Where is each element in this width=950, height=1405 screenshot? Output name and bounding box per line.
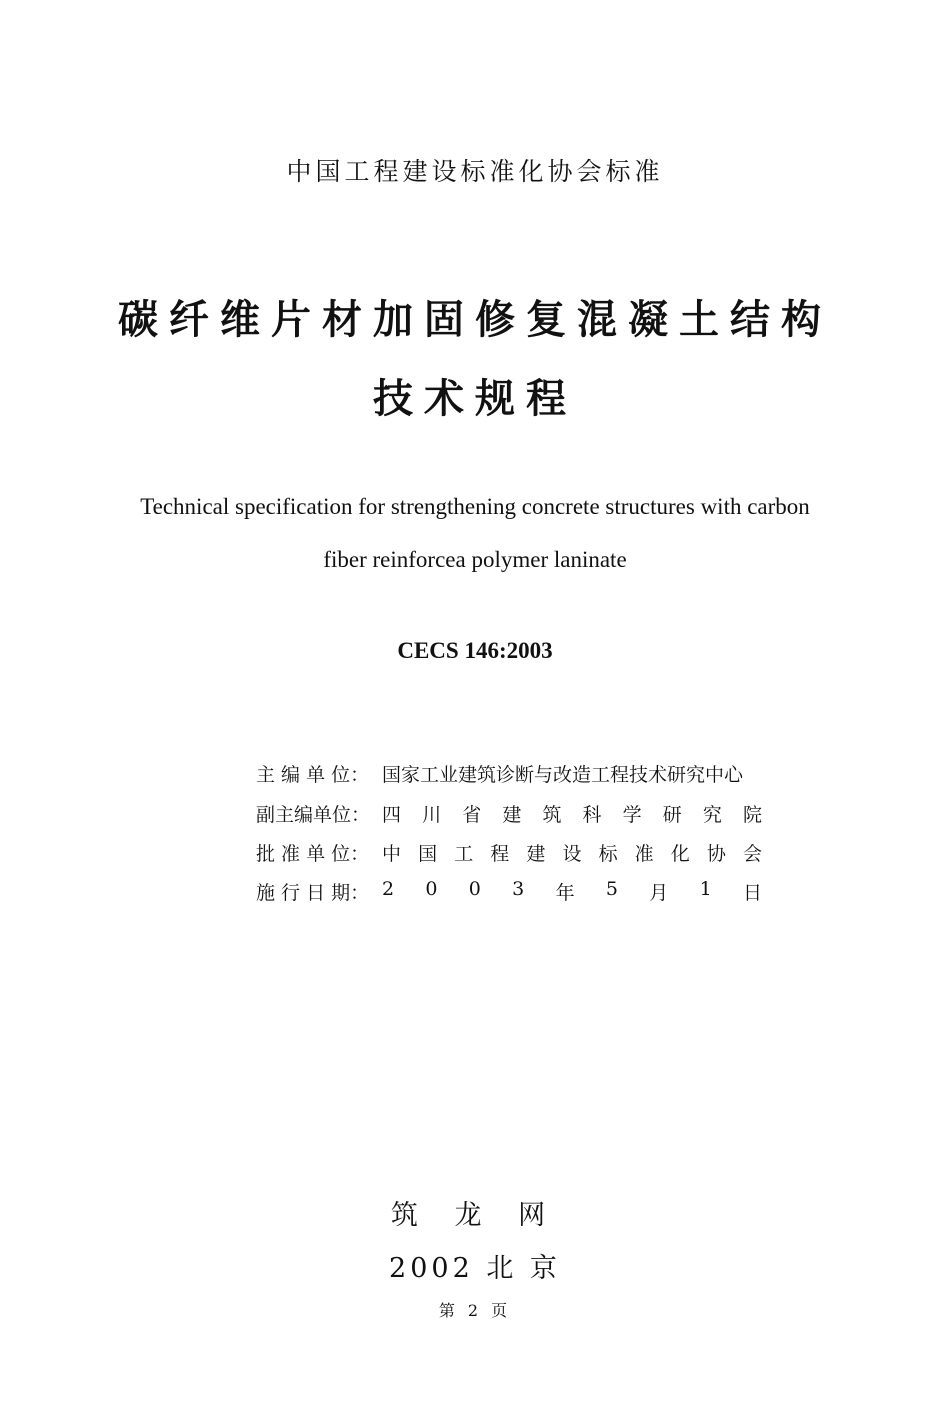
effective-date-value-char: 0 — [425, 877, 438, 900]
approver-row — [256, 839, 762, 865]
approver-value-char: 协 — [706, 842, 726, 865]
publisher: 筑 龙 网 — [390, 1200, 560, 1231]
co-editor-value-char: 科 — [582, 803, 602, 826]
co-editor-value-char: 研 — [662, 803, 682, 826]
editor-value: 国家工业建筑诊断与改造工程技术研究中心 — [382, 763, 744, 786]
co-editor-value-char: 究 — [702, 803, 722, 826]
effective-date-value-char: 日 — [742, 881, 762, 904]
approver-value-char: 国 — [418, 842, 438, 865]
standard-code: CECS 146:2003 — [397, 638, 553, 663]
co-editor-value-char: 学 — [622, 803, 642, 826]
effective-date-value-char: 1 — [699, 877, 712, 900]
co-editor-value-char: 四 — [382, 803, 402, 826]
approver-value-char: 标 — [598, 842, 618, 865]
co-editor-row — [256, 800, 762, 826]
city-year: 2002 北 京 — [389, 1253, 561, 1284]
title-line-2: 技术规程 — [373, 376, 577, 422]
co-editor-value-char: 建 — [502, 803, 522, 826]
effective-date-value-char: 月 — [649, 881, 669, 904]
effective-date-value-char: 2 — [382, 877, 395, 900]
effective-date-label: 施 行 日 期： — [256, 881, 370, 904]
title-line-1: 碳纤维片材加固修复混凝土结构 — [118, 297, 832, 343]
editor-row — [256, 760, 762, 786]
approver-value-char: 程 — [490, 842, 510, 865]
editor-label: 主 编 单 位： — [256, 763, 370, 786]
co-editor-value-char: 川 — [422, 803, 442, 826]
co-editor-value-char: 院 — [742, 803, 762, 826]
approver-value-char: 中 — [382, 842, 402, 865]
effective-date-value-char: 0 — [468, 877, 481, 900]
approver-value-char: 设 — [562, 842, 582, 865]
approver-value-char: 建 — [526, 842, 546, 865]
effective-date-row — [256, 878, 762, 904]
effective-date-value-char: 3 — [512, 877, 525, 900]
co-editor-value-char: 筑 — [542, 803, 562, 826]
english-title-line-1: Technical specification for strengthening concrete structures with carbon — [140, 494, 810, 519]
approver-value-char: 工 — [454, 842, 474, 865]
effective-date-value — [382, 878, 762, 905]
organization-header: 中国工程建设标准化协会标准 — [286, 157, 664, 186]
english-title-line-2: fiber reinforcea polymer laninate — [323, 547, 627, 572]
co-editor-value-char: 省 — [462, 803, 482, 826]
approver-value — [382, 839, 762, 866]
effective-date-value-char: 5 — [605, 877, 618, 900]
co-editor-label: 副主编单位： — [256, 803, 371, 826]
approver-value-char: 会 — [742, 842, 762, 865]
page-number: 第 2 页 — [438, 1301, 512, 1320]
co-editor-value — [382, 800, 762, 827]
approver-value-char: 化 — [670, 842, 690, 865]
approver-label: 批 准 单 位： — [256, 842, 370, 865]
approver-value-char: 准 — [634, 842, 654, 865]
effective-date-value-char: 年 — [555, 881, 575, 904]
